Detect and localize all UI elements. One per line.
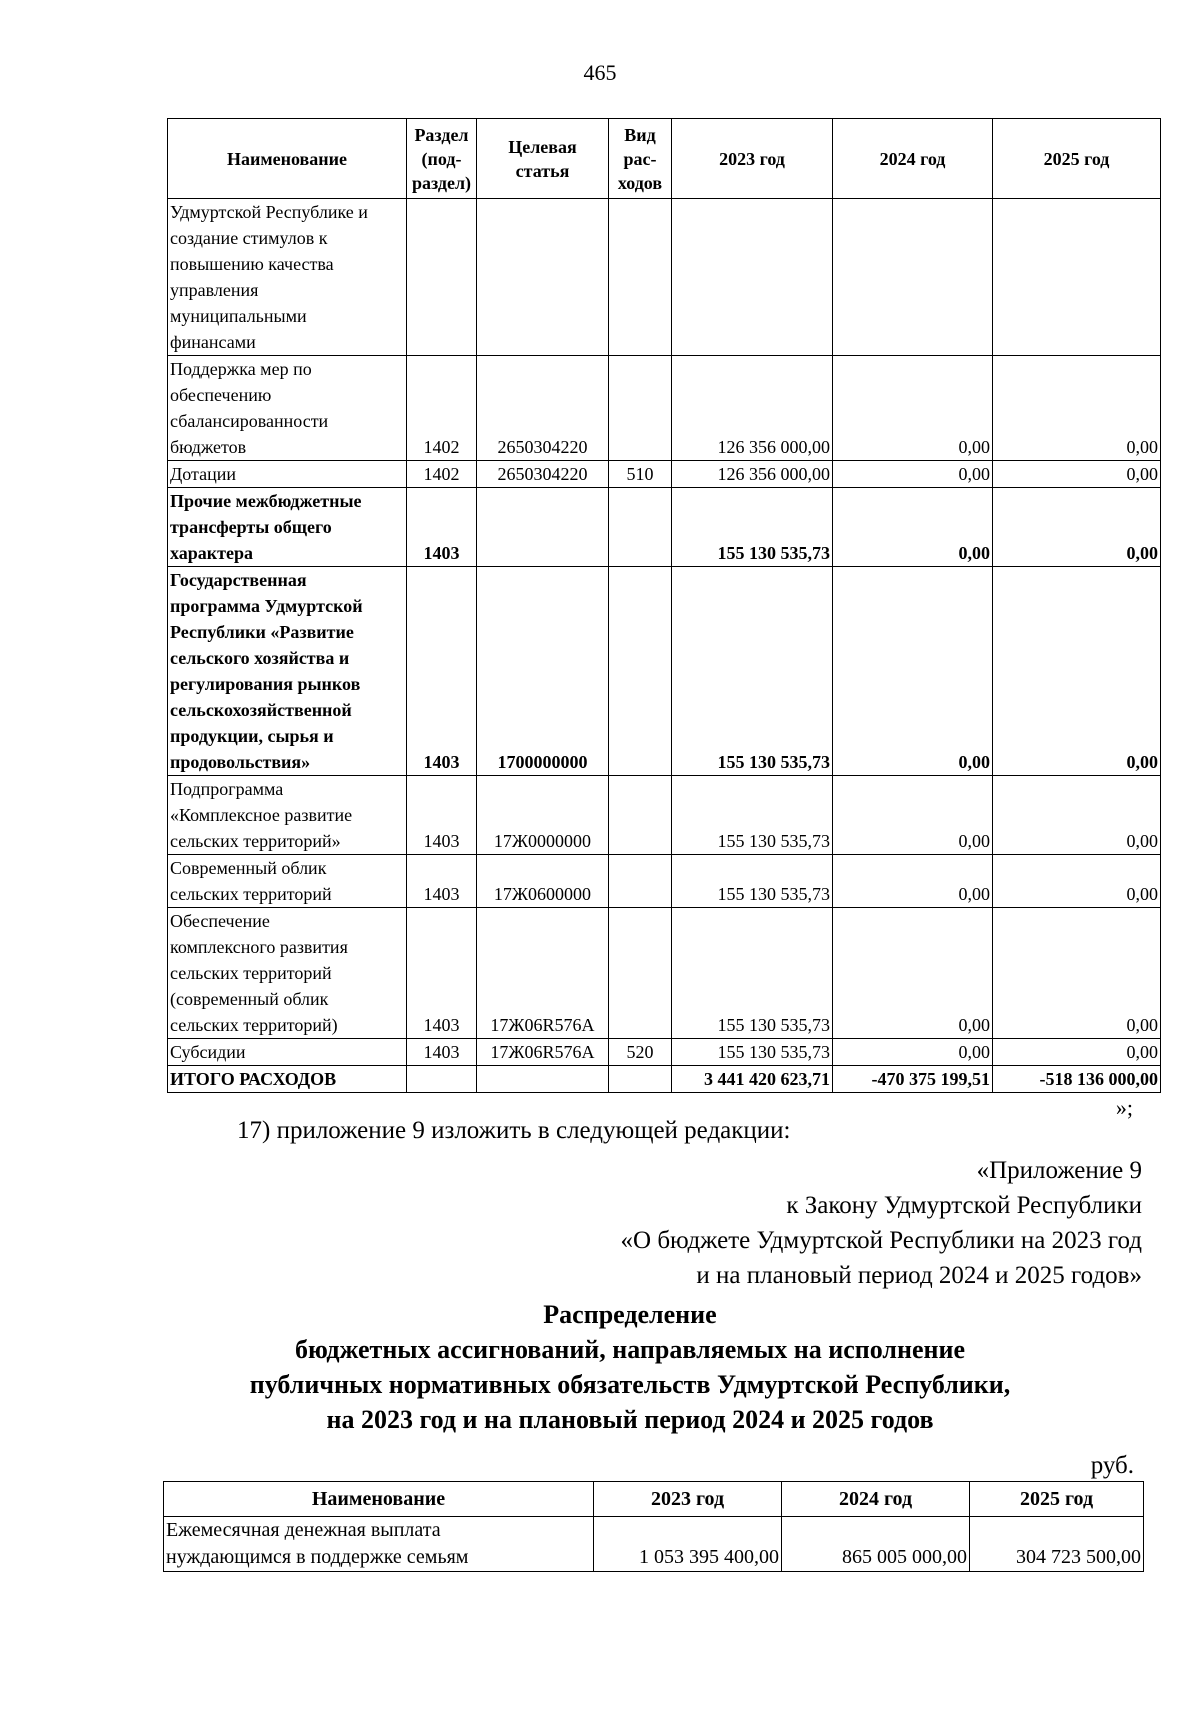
row-2023: 155 130 535,73 — [672, 488, 833, 567]
row-section: 1402 — [407, 461, 477, 488]
name-line: обеспечению — [170, 385, 272, 405]
row-2025: 304 723 500,00 — [970, 1517, 1144, 1572]
table-row — [168, 199, 1161, 356]
row-target: 1700000000 — [477, 567, 609, 776]
row-2024: 0,00 — [833, 855, 993, 908]
row-kind — [609, 1066, 672, 1093]
table-header-row — [164, 1482, 1144, 1517]
table-row — [168, 1039, 1161, 1066]
annex-heading — [621, 1153, 1142, 1293]
row-name — [168, 488, 407, 567]
col-header-2024: 2024 год — [782, 1482, 970, 1517]
col-header-2023: 2023 год — [672, 119, 833, 199]
row-target — [477, 1066, 609, 1093]
page-number: 465 — [583, 60, 617, 85]
row-2024: 0,00 — [833, 461, 993, 488]
name-line: Субсидии — [170, 1042, 246, 1062]
row-2023: 155 130 535,73 — [672, 855, 833, 908]
row-target: 17Ж06R576A — [477, 908, 609, 1039]
row-kind: 520 — [609, 1039, 672, 1066]
name-line: создание стимулов к — [170, 228, 328, 248]
row-2024 — [833, 199, 993, 356]
total-row — [168, 1066, 1161, 1093]
header-line: Раздел — [414, 124, 469, 145]
currency-unit: руб. — [1090, 1452, 1134, 1479]
header-line: Целевая — [508, 136, 577, 157]
col-header-name: Наименование — [168, 119, 407, 199]
annex-line: к Закону Удмуртской Республики — [786, 1192, 1142, 1219]
obligations-table — [163, 1481, 1144, 1572]
row-kind — [609, 199, 672, 356]
row-kind — [609, 488, 672, 567]
row-2024: 0,00 — [833, 567, 993, 776]
row-target: 17Ж0000000 — [477, 776, 609, 855]
row-2024: 0,00 — [833, 908, 993, 1039]
row-2023: 155 130 535,73 — [672, 908, 833, 1039]
row-2025: 0,00 — [993, 908, 1161, 1039]
name-line: Республики «Развитие — [170, 622, 354, 642]
row-kind — [609, 908, 672, 1039]
name-line: Прочие межбюджетные — [170, 491, 362, 511]
table-row — [168, 855, 1161, 908]
row-2023 — [672, 199, 833, 356]
title-line: на 2023 год и на плановый период 2024 и 2025 годов — [326, 1405, 934, 1434]
name-line: продукции, сырья и — [170, 726, 334, 746]
name-line: программа Удмуртской — [170, 596, 363, 616]
name-line: Современный облик — [170, 858, 327, 878]
title-line: Распределение — [543, 1300, 717, 1329]
closing-quote-mark: »; — [1115, 1095, 1133, 1120]
name-line: комплексного развития — [170, 937, 348, 957]
row-section: 1403 — [407, 908, 477, 1039]
row-2023: 155 130 535,73 — [672, 776, 833, 855]
name-line: нуждающимся в поддержке семьям — [166, 1546, 469, 1568]
name-line: Подпрограмма — [170, 779, 284, 799]
name-line: характера — [170, 543, 253, 563]
name-line: Обеспечение — [170, 911, 270, 931]
col-header-2025: 2025 год — [993, 119, 1161, 199]
row-kind — [609, 855, 672, 908]
name-line: Ежемесячная денежная выплата — [166, 1519, 441, 1541]
row-2023: 126 356 000,00 — [672, 356, 833, 461]
row-name — [168, 1039, 407, 1066]
row-kind — [609, 776, 672, 855]
table-row — [168, 776, 1161, 855]
name-line: повышению качества — [170, 254, 334, 274]
col-header-name: Наименование — [164, 1482, 594, 1517]
row-name — [168, 567, 407, 776]
row-section: 1403 — [407, 488, 477, 567]
col-header-2025: 2025 год — [970, 1482, 1144, 1517]
row-2024: 0,00 — [833, 1039, 993, 1066]
title-line: публичных нормативных обязательств Удмуртской Республики, — [249, 1370, 1011, 1399]
header-line: Вид — [624, 124, 656, 145]
row-2025: 0,00 — [993, 567, 1161, 776]
row-2023: 155 130 535,73 — [672, 567, 833, 776]
row-kind — [609, 567, 672, 776]
row-section: 1403 — [407, 776, 477, 855]
name-line: управления — [170, 280, 259, 300]
row-section: 1403 — [407, 1039, 477, 1066]
row-2023: 126 356 000,00 — [672, 461, 833, 488]
header-line: статья — [515, 160, 570, 181]
row-section — [407, 1066, 477, 1093]
row-section — [407, 199, 477, 356]
table-row — [168, 461, 1161, 488]
col-header-kind — [609, 119, 672, 199]
name-line: продовольствия» — [170, 752, 311, 772]
col-header-target — [477, 119, 609, 199]
row-name — [168, 855, 407, 908]
name-line: Дотации — [170, 464, 237, 484]
row-2025: 0,00 — [993, 356, 1161, 461]
row-2023: 155 130 535,73 — [672, 1039, 833, 1066]
row-name — [164, 1517, 594, 1572]
name-line: (современный облик — [170, 989, 329, 1009]
row-2025: 0,00 — [993, 1039, 1161, 1066]
row-2025 — [993, 199, 1161, 356]
row-target — [477, 488, 609, 567]
name-line: сельского хозяйства и — [170, 648, 350, 668]
row-kind: 510 — [609, 461, 672, 488]
name-line: «Комплексное развитие — [170, 805, 353, 825]
header-line: (под- — [421, 148, 462, 169]
col-header-2024: 2024 год — [833, 119, 993, 199]
row-section: 1403 — [407, 567, 477, 776]
row-2024: 0,00 — [833, 776, 993, 855]
row-name — [168, 1066, 407, 1093]
row-2025: -518 136 000,00 — [993, 1066, 1161, 1093]
row-2024: 865 005 000,00 — [782, 1517, 970, 1572]
annex-line: «О бюджете Удмуртской Республики на 2023 год — [620, 1227, 1142, 1254]
row-target: 17Ж06R576A — [477, 1039, 609, 1066]
row-2023: 3 441 420 623,71 — [672, 1066, 833, 1093]
row-2025: 0,00 — [993, 776, 1161, 855]
name-line: ИТОГО РАСХОДОВ — [170, 1069, 337, 1089]
row-2025: 0,00 — [993, 855, 1161, 908]
table-row — [168, 567, 1161, 776]
table-row — [164, 1517, 1144, 1572]
row-2024: 0,00 — [833, 356, 993, 461]
row-2023: 1 053 395 400,00 — [594, 1517, 782, 1572]
header-line: рас- — [623, 148, 657, 169]
row-2024: -470 375 199,51 — [833, 1066, 993, 1093]
row-name — [168, 908, 407, 1039]
name-line: Удмуртской Республике и — [170, 202, 368, 222]
table-header-row — [168, 119, 1161, 199]
name-line: сельских территорий) — [170, 1015, 338, 1035]
row-2025: 0,00 — [993, 461, 1161, 488]
row-kind — [609, 356, 672, 461]
name-line: бюджетов — [170, 437, 247, 457]
row-target: 17Ж0600000 — [477, 855, 609, 908]
annex-line: и на плановый период 2024 и 2025 годов» — [696, 1262, 1142, 1289]
name-line: регулирования рынков — [170, 674, 361, 694]
name-line: муниципальными — [170, 306, 307, 326]
row-section: 1403 — [407, 855, 477, 908]
name-line: Государственная — [170, 570, 307, 590]
name-line: сельских территорий» — [170, 831, 341, 851]
annex-line: «Приложение 9 — [976, 1157, 1142, 1184]
row-2025: 0,00 — [993, 488, 1161, 567]
row-name — [168, 776, 407, 855]
row-2024: 0,00 — [833, 488, 993, 567]
name-line: Поддержка мер по — [170, 359, 312, 379]
row-target: 2650304220 — [477, 356, 609, 461]
header-line: ходов — [617, 172, 663, 193]
table-row — [168, 356, 1161, 461]
table-row — [168, 908, 1161, 1039]
document-title — [130, 1297, 1130, 1437]
name-line: сельских территорий — [170, 963, 332, 983]
title-line: бюджетных ассигнований, направляемых на исполнение — [294, 1335, 966, 1364]
name-line: сбалансированности — [170, 411, 329, 431]
expenditure-table — [167, 118, 1161, 1093]
row-name — [168, 461, 407, 488]
row-name — [168, 356, 407, 461]
name-line: сельских территорий — [170, 884, 332, 904]
row-name — [168, 199, 407, 356]
row-target: 2650304220 — [477, 461, 609, 488]
name-line: финансами — [170, 332, 256, 352]
name-line: трансферты общего — [170, 517, 332, 537]
col-header-2023: 2023 год — [594, 1482, 782, 1517]
col-header-section — [407, 119, 477, 199]
table-row — [168, 488, 1161, 567]
row-section: 1402 — [407, 356, 477, 461]
header-line: раздел) — [411, 172, 472, 193]
name-line: сельскохозяйственной — [170, 700, 352, 720]
amendment-item: 17) приложение 9 изложить в следующей редакции: — [237, 1117, 791, 1144]
row-target — [477, 199, 609, 356]
